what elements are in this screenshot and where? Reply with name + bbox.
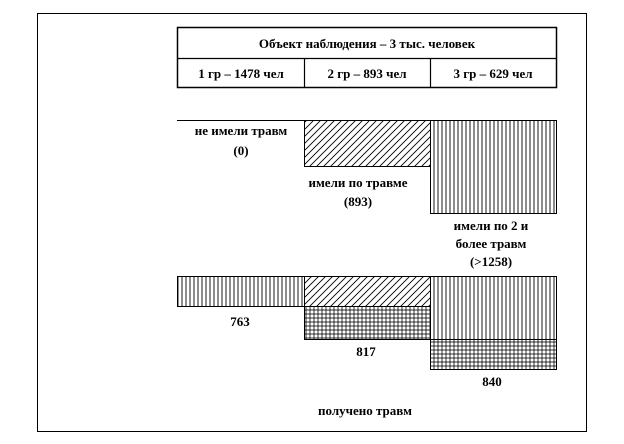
group2-top-label-line1: имели по травме <box>308 175 408 190</box>
header-group-3: 3 гр – 629 чел <box>453 66 533 81</box>
bottom-footer-label: получено травм <box>318 403 412 418</box>
group1-bar-bottom <box>178 277 305 307</box>
group2-bottom-value: 817 <box>356 344 376 359</box>
group3-bar-top <box>431 121 557 214</box>
group2-bar-top <box>305 121 431 167</box>
group2-top-label-line2: (893) <box>343 194 373 209</box>
bottom-bars <box>178 277 557 419</box>
group2-bar-bottom-diag <box>305 277 431 307</box>
group1-top-label-line1: не имели травм <box>194 123 288 138</box>
group3-bar-bottom-grid <box>431 340 557 370</box>
header-title: Объект наблюдения – 3 тыс. человек <box>258 36 476 51</box>
group3-bottom-value: 840 <box>482 374 502 389</box>
group3-top-label-line1: имели по 2 и <box>453 218 529 233</box>
group3-top-label-line2: более травм <box>455 236 527 251</box>
group1-bottom-value: 763 <box>230 314 250 329</box>
top-bars <box>177 121 557 270</box>
group3-bar-bottom-vert <box>431 277 557 340</box>
group3-top-label-line3: (>1258) <box>469 254 513 269</box>
header-group-2: 2 гр – 893 чел <box>327 66 407 81</box>
header-group-1: 1 гр – 1478 чел <box>198 66 284 81</box>
group1-top-label-line2: (0) <box>233 143 249 158</box>
group2-bar-bottom-grid <box>305 307 431 340</box>
header-table <box>178 28 557 88</box>
